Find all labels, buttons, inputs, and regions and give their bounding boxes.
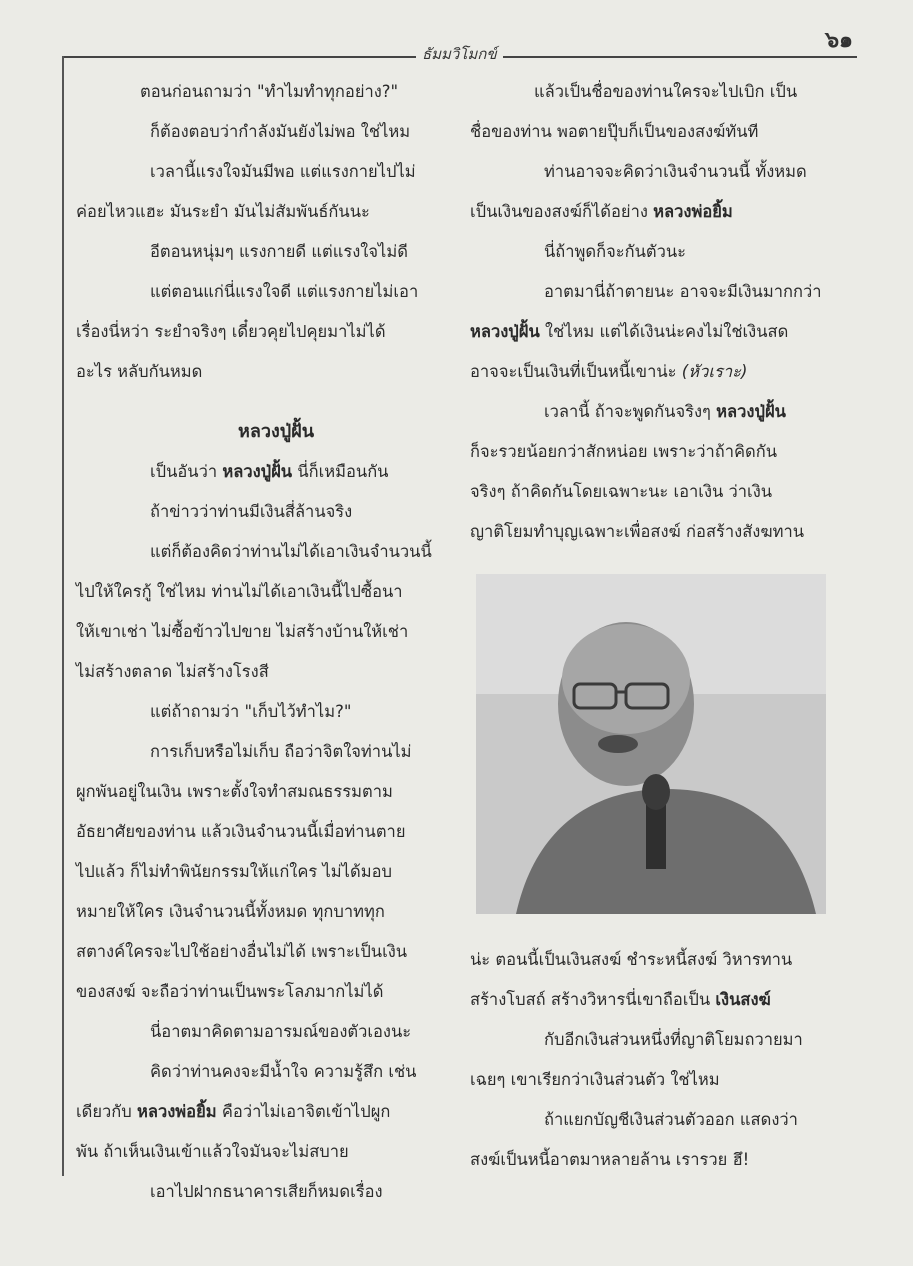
- monk-portrait-photo: [476, 574, 826, 914]
- text-run: อาจจะเป็นเงินที่เป็นหนี้เขาน่ะ: [470, 362, 682, 381]
- text-line: อัธยาศัยของท่าน แล้วเงินจำนวนนี้เมื่อท่านตาย: [76, 822, 406, 841]
- text-line: ไปแล้ว ก็ไม่ทำพินัยกรรมให้แก่ใคร ไม่ได้มอบ: [76, 862, 392, 881]
- text-run: ใช่ไหม แต่ได้เงินน่ะคงไม่ใช่เงินสด: [539, 322, 789, 341]
- italic-note: (หัวเราะ): [681, 362, 748, 381]
- text-line: หมายให้ใคร เงินจำนวนนี้ทั้งหมด ทุกบาททุก: [76, 902, 385, 921]
- text-line: [470, 392, 840, 432]
- text-line: จริงๆ ถ้าคิดกันโดยเฉพาะนะ เอาเงิน ว่าเงิน: [470, 482, 773, 501]
- text-line: [76, 1092, 456, 1132]
- bold-name: เงินสงฆ์: [715, 990, 771, 1009]
- text-line: กับอีกเงินส่วนหนึ่งที่ญาติโยมถวายมา: [544, 1030, 803, 1049]
- bold-name: หลวงปู่ฝั้น: [470, 322, 540, 341]
- text-line: ไม่สร้างตลาด ไม่สร้างโรงสี: [76, 662, 269, 681]
- text-run: นี่ก็เหมือนกัน: [292, 462, 389, 481]
- text-line: นี่ถ้าพูดก็จะกันตัวนะ: [544, 242, 687, 261]
- text-line: ของสงฆ์ จะถือว่าท่านเป็นพระโลภมากไม่ได้: [76, 982, 384, 1001]
- text-line: นี่อาตมาคิดตามอารมณ์ของตัวเองนะ: [150, 1022, 412, 1041]
- text-line: พัน ถ้าเห็นเงินเข้าแล้วใจมันจะไม่สบาย: [76, 1142, 349, 1161]
- text-line: สงฆ์เป็นหนี้อาตมาหลายล้าน เรารวย ฮึ!: [470, 1150, 750, 1169]
- text-run: คือว่าไม่เอาจิตเข้าไปผูก: [216, 1102, 391, 1121]
- text-line: [76, 452, 456, 492]
- right-column-upper: [470, 72, 840, 552]
- text-run: สร้างโบสถ์ สร้างวิหารนี่เขาถือเป็น: [470, 990, 716, 1009]
- text-line: ค่อยไหวแฮะ มันระยำ มันไม่สัมพันธ์กันนะ: [76, 202, 370, 221]
- text-line: ก็ต้องตอบว่ากำลังมันยังไม่พอ ใช่ไหม: [150, 122, 411, 141]
- text-line: ตอนก่อนถามว่า "ทำไมทำทุกอย่าง?": [140, 82, 399, 101]
- text-line: ถ้าแยกบัญชีเงินส่วนตัวออก แสดงว่า: [544, 1110, 798, 1129]
- left-margin-rule: [62, 56, 64, 1176]
- text-line: อีตอนหนุ่มๆ แรงกายดี แต่แรงใจไม่ดี: [150, 242, 408, 261]
- right-column-lower: [470, 940, 840, 1180]
- bold-name: หลวงปู่ฝั้น: [716, 402, 786, 421]
- text-run: เวลานี้ ถ้าจะพูดกันจริงๆ: [544, 402, 717, 421]
- text-line: อาตมานี่ถ้าตายนะ อาจจะมีเงินมากกว่า: [544, 282, 822, 301]
- page-number: ๖๑: [825, 28, 853, 53]
- text-line: ชื่อของท่าน พอตายปุ๊บก็เป็นของสงฆ์ทันที: [470, 122, 759, 141]
- text-line: [470, 980, 840, 1020]
- text-run: เป็นเงินของสงฆ์ก็ได้อย่าง: [470, 202, 654, 221]
- text-line: เวลานี้แรงใจมันมีพอ แต่แรงกายไปไม่: [150, 162, 416, 181]
- text-line: สตางค์ใครจะไปใช้อย่างอื่นไม่ได้ เพราะเป็นเงิน: [76, 942, 408, 961]
- text-line: ท่านอาจจะคิดว่าเงินจำนวนนี้ ทั้งหมด: [544, 162, 807, 181]
- text-line: คิดว่าท่านคงจะมีน้ำใจ ความรู้สึก เช่น: [150, 1062, 417, 1081]
- running-title: ธัมมวิโมกข์: [416, 42, 503, 66]
- text-line: แต่ก็ต้องคิดว่าท่านไม่ได้เอาเงินจำนวนนี้: [150, 542, 432, 561]
- bold-name: หลวงพ่อยิ้ม: [137, 1102, 217, 1121]
- text-line: ถ้าข่าวว่าท่านมีเงินสี่ล้านจริง: [150, 502, 353, 521]
- text-line: การเก็บหรือไม่เก็บ ถือว่าจิตใจท่านไม่: [150, 742, 412, 761]
- section-heading: หลวงปู่ฝั้น: [237, 421, 315, 442]
- text-line: ก็จะรวยน้อยกว่าสักหน่อย เพราะว่าถ้าคิดกัน: [470, 442, 778, 461]
- bold-name: หลวงปู่ฝั้น: [222, 462, 293, 481]
- text-run: เป็นอันว่า: [150, 462, 223, 481]
- text-line: [470, 192, 840, 232]
- text-line: [470, 352, 840, 392]
- text-line: [470, 312, 840, 352]
- text-line: เอาไปฝากธนาคารเสียก็หมดเรื่อง: [150, 1182, 383, 1201]
- text-line: ให้เขาเช่า ไม่ซื้อข้าวไปขาย ไม่สร้างบ้านให้เช่า: [76, 622, 409, 641]
- text-line: เฉยๆ เขาเรียกว่าเงินส่วนตัว ใช่ไหม: [470, 1070, 720, 1089]
- left-column: [76, 72, 456, 1212]
- text-line: แต่ตอนแก่นี่แรงใจดี แต่แรงกายไม่เอา: [150, 282, 419, 301]
- text-run: เดียวกับ: [76, 1102, 137, 1121]
- text-line: อะไร หลับกันหมด: [76, 362, 203, 381]
- text-line: ผูกพันอยู่ในเงิน เพราะตั้งใจทำสมณธรรมตาม: [76, 782, 393, 801]
- text-line: แล้วเป็นชื่อของท่านใครจะไปเบิก เป็น: [534, 82, 798, 101]
- text-line: เรื่องนี่หว่า ระยำจริงๆ เดี๋ยวคุยไปคุยมาไม่ได้: [76, 322, 386, 341]
- text-line: ญาติโยมทำบุญเฉพาะเพื่อสงฆ์ ก่อสร้างสังฆทาน: [470, 522, 804, 541]
- text-line: น่ะ ตอนนี้เป็นเงินสงฆ์ ชำระหนี้สงฆ์ วิหารทาน: [470, 950, 793, 969]
- text-line: ไปให้ใครกู้ ใช่ไหม ท่านไม่ได้เอาเงินนี้ไปซื้อนา: [76, 582, 403, 601]
- bold-name: หลวงพ่อยิ้ม: [653, 202, 733, 221]
- text-line: แต่ถ้าถามว่า "เก็บไว้ทำไม?": [150, 702, 352, 721]
